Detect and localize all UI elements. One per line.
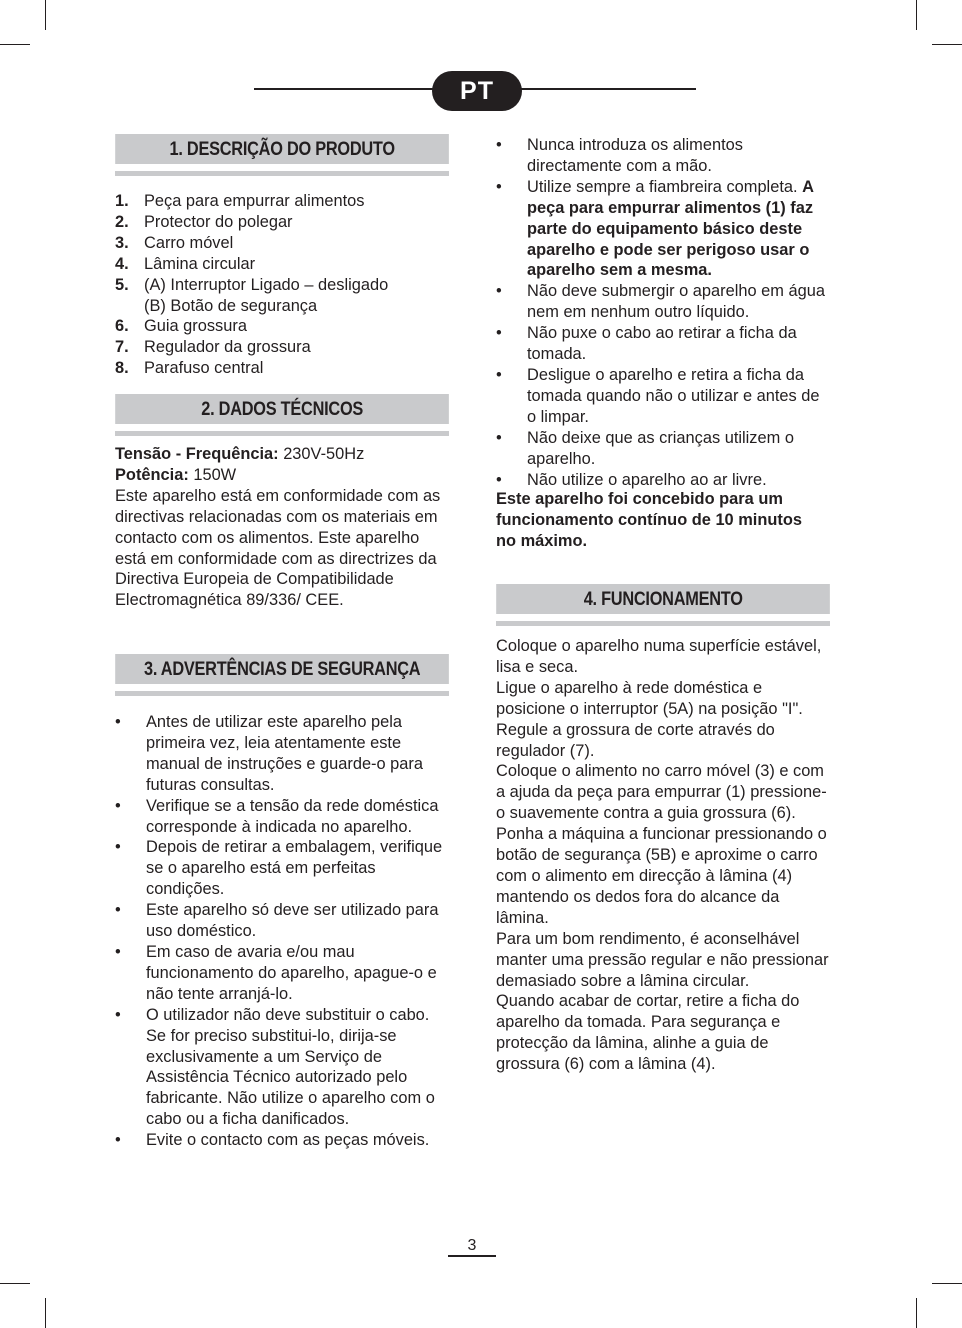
language-badge: PT: [432, 71, 522, 111]
list-item: • Não utilize o aparelho ao ar livre.: [496, 470, 767, 489]
duty-cycle-note: Este aparelho foi concebido para um funcionamento contínuo de 10 minutos no máximo.: [496, 490, 802, 550]
list-item: • Depois de retirar a embalagem, verifique se o aparelho está em perfeitas condições.: [115, 838, 443, 899]
safety-list: [115, 712, 451, 1151]
technical-data: [115, 444, 451, 611]
section-rule: [115, 171, 449, 176]
section-title: 1. DESCRIÇÃO DO PRODUTO: [115, 134, 449, 164]
page-number: 3: [467, 1237, 477, 1254]
section-title: 4. FUNCIONAMENTO: [496, 584, 830, 614]
section-header-description: [115, 134, 449, 176]
list-item: 3. Carro móvel: [115, 233, 234, 252]
list-item: 8. Parafuso central: [115, 359, 264, 378]
section-rule: [496, 621, 830, 626]
crop-mark: [932, 44, 962, 45]
section-rule: [115, 431, 449, 436]
list-item: • Antes de utilizar este aparelho pela primeira vez, leia atentamente este manual de instruções e guarde-o para futuras consultas.: [115, 713, 423, 794]
list-item: • Nunca introduza os alimentos directamente com a mão.: [496, 136, 743, 175]
paragraph: Regule a grossura de corte através do regulador (7).: [496, 720, 775, 760]
section-rule: [115, 691, 449, 696]
section-title: 3. ADVERTÊNCIAS DE SEGURANÇA: [115, 654, 449, 684]
section-header-safety: [115, 654, 449, 696]
list-item: 7. Regulador da grossura: [115, 338, 311, 357]
safety-list-continued: [496, 135, 832, 490]
compliance-text: Este aparelho está em conformidade com as directivas relacionadas com os materiais em contacto com os alimentos. Este aparelho está em conformidade com as directrizes da Directiva Europeia de Compatibilidade Electromagnética 89/336/ CEE.: [115, 486, 441, 610]
section-header-operation: [496, 584, 830, 626]
list-item: • Este aparelho só deve ser utilizado para uso doméstico.: [115, 901, 439, 941]
list-item: • Não deve submergir o aparelho em água nem em nenhum outro líquido.: [496, 282, 825, 322]
crop-mark: [0, 44, 30, 45]
list-item: • O utilizador não deve substituir o cabo. Se for preciso substitui-lo, dirija-se exclusivamente a um Serviço de Assistência Técnico autorizado pelo fabricante. Não utilize o aparelho com o cabo ou a ficha danificados.: [115, 1005, 435, 1129]
crop-mark: [0, 1283, 30, 1284]
power-line: Potência: 150W: [115, 465, 237, 484]
paragraph: Coloque o alimento no carro móvel (3) e com a ajuda da peça para empurrar (1) pressione-o suavemente contra a guia grossura (6). Ponha a máquina a funcionar pressionando o botão de segurança (5B) e aproxime o carro com o alimento em direcção à lâmina (4) mantendo os dedos fora do alcance da lâmina.: [496, 762, 827, 927]
parts-list: [115, 191, 455, 379]
paragraph: Ligue o aparelho à rede doméstica e posicione o interruptor (5A) na posição "I".: [496, 678, 803, 718]
list-item: 6. Guia grossura: [115, 317, 247, 336]
paragraph: Coloque o aparelho numa superfície estável, lisa e seca.: [496, 637, 822, 676]
voltage-line: Tensão - Frequência: 230V-50Hz: [115, 445, 365, 463]
crop-mark: [932, 1283, 962, 1284]
section-header-technical: [115, 394, 449, 436]
list-item: • Não puxe o cabo ao retirar a ficha da tomada.: [496, 324, 797, 364]
list-item: 1. Peça para empurrar alimentos: [115, 192, 365, 210]
crop-mark: [45, 0, 46, 30]
crop-mark: [45, 1298, 46, 1328]
list-item: • Não deixe que as crianças utilizem o aparelho.: [496, 428, 794, 468]
paragraph: Quando acabar de cortar, retire a ficha do aparelho da tomada. Para segurança e protecção da lâmina, alinhe a guia de grossura (6) com a lâmina (4).: [496, 992, 800, 1074]
crop-mark: [916, 0, 917, 30]
list-item: • Evite o contacto com as peças móveis.: [115, 1131, 430, 1150]
list-item: 5. (A) Interruptor Ligado – desligado (B) Botão de segurança: [115, 275, 389, 315]
operation-text: [496, 636, 832, 1075]
paragraph: Para um bom rendimento, é aconselhável manter uma pressão regular e não pressionar demasiado sobre a lâmina circular.: [496, 929, 829, 990]
section-title: 2. DADOS TÉCNICOS: [115, 394, 449, 424]
list-item: 4. Lâmina circular: [115, 254, 256, 273]
crop-mark: [916, 1298, 917, 1328]
header-rule-left: [254, 88, 434, 90]
list-item: 2. Protector do polegar: [115, 212, 293, 231]
page-number-rule: [448, 1255, 496, 1257]
list-item: • Em caso de avaria e/ou mau funcionamento do aparelho, apague-o e não tente arranjá-lo.: [115, 942, 437, 1003]
list-item: • Utilize sempre a fiambreira completa. A peça para empurrar alimentos (1) faz parte do equipamento básico deste aparelho e pode ser perigoso usar o aparelho sem a mesma.: [496, 177, 814, 280]
list-item: • Desligue o aparelho e retira a ficha da tomada quando não o utilizar e antes de o limpar.: [496, 365, 820, 426]
header-rule-right: [520, 88, 696, 90]
list-item: • Verifique se a tensão da rede doméstica corresponde à indicada no aparelho.: [115, 796, 439, 836]
